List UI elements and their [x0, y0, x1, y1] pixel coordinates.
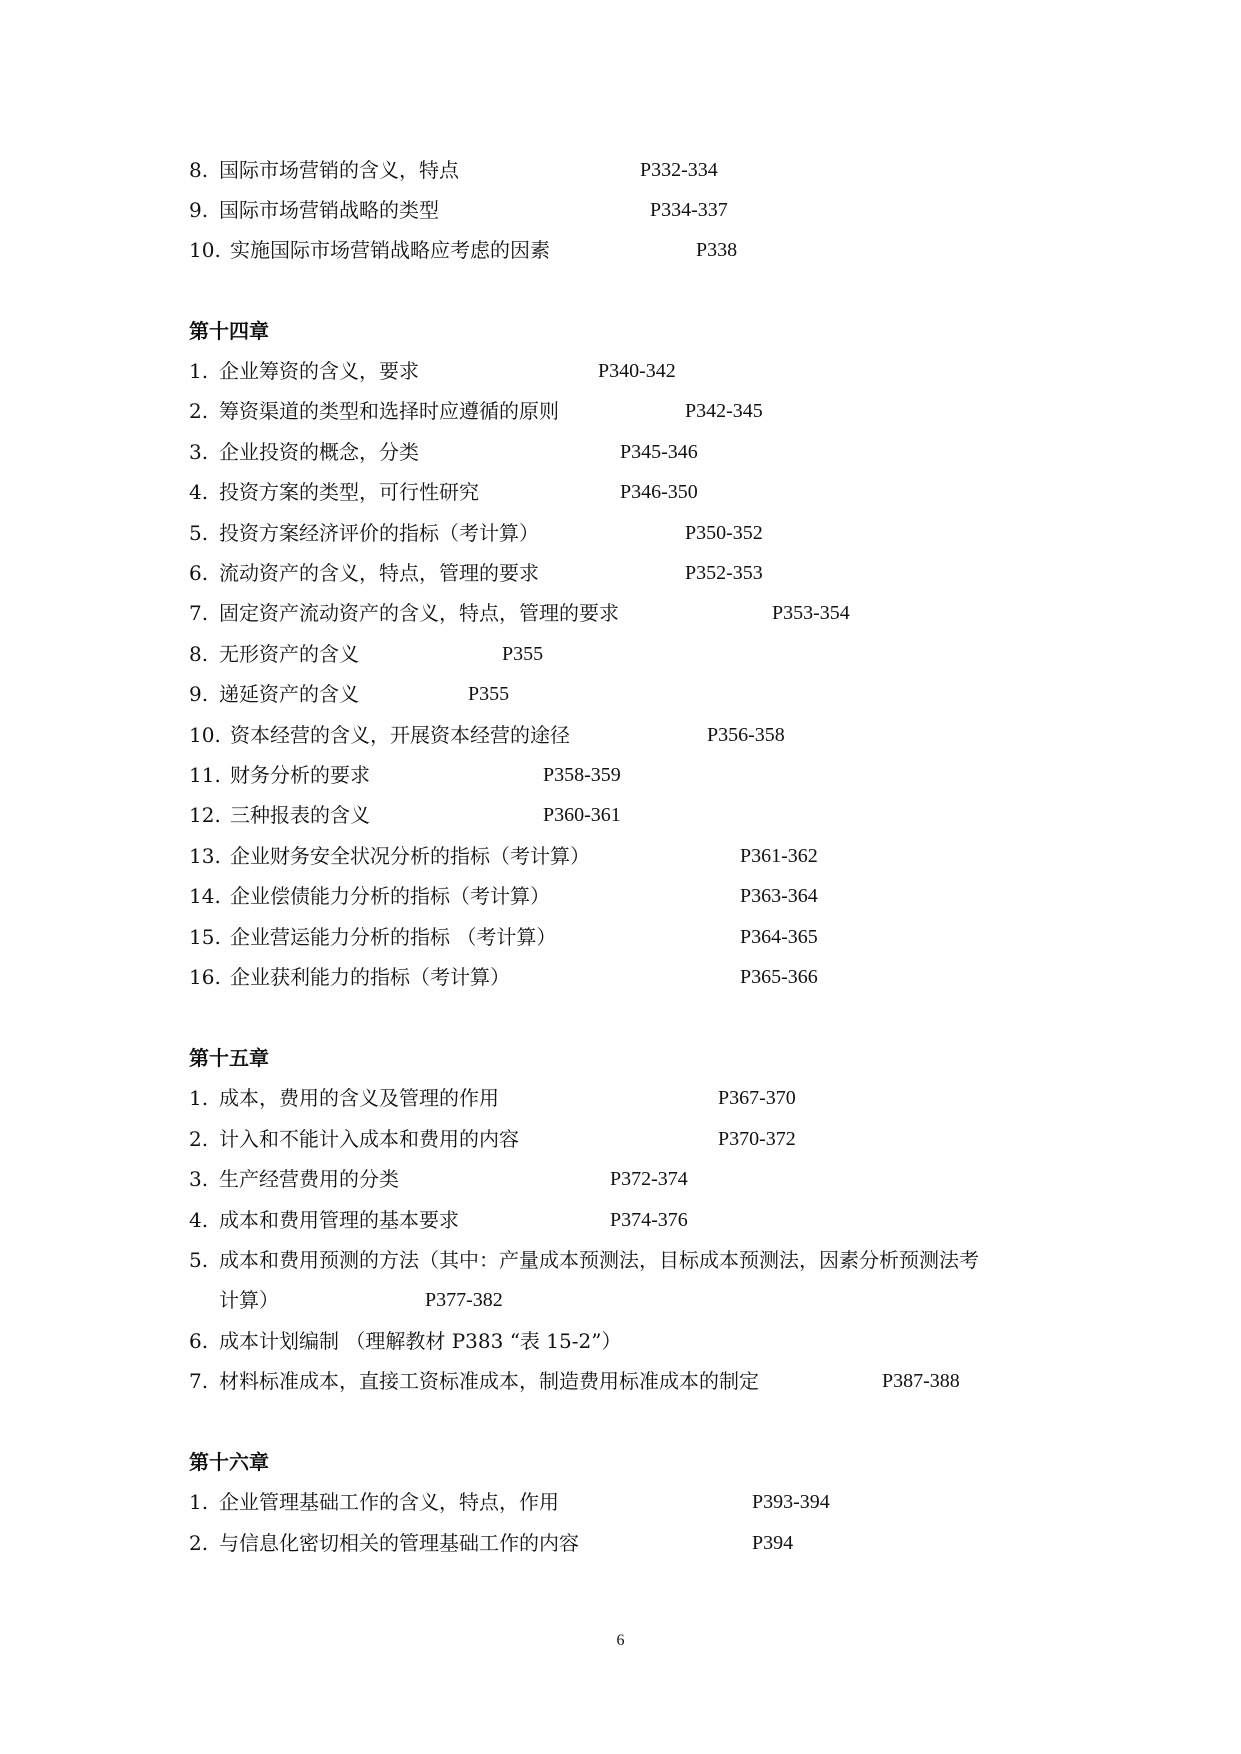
item-text: 国际市场营销的含义，特点 — [219, 158, 459, 182]
item-number: 1. — [189, 1086, 209, 1110]
item-number: 3. — [189, 1167, 209, 1191]
item-text: 生产经营费用的分类 — [219, 1167, 399, 1191]
chapter-heading: 第十六章 — [189, 1450, 269, 1474]
list-item — [0, 1245, 1241, 1275]
list-item — [0, 1083, 1241, 1113]
item-page-ref: P363-364 — [740, 885, 818, 907]
item-text: 成本，费用的含义及管理的作用 — [219, 1086, 499, 1110]
list-item — [0, 1164, 1241, 1194]
item-page-ref: P367-370 — [718, 1087, 796, 1109]
item-text: 成本和费用管理的基本要求 — [219, 1208, 459, 1232]
item-number: 13. — [189, 844, 221, 868]
list-item — [0, 679, 1241, 709]
item-page-ref: P353-354 — [772, 602, 850, 624]
item-number: 15. — [189, 925, 221, 949]
item-number: 5. — [189, 1248, 209, 1272]
list-item — [0, 235, 1241, 265]
item-page-ref: P394 — [752, 1532, 794, 1554]
list-item — [0, 962, 1241, 992]
item-text: 无形资产的含义 — [219, 642, 359, 666]
item-number: 9. — [189, 198, 209, 222]
list-item — [0, 1326, 1241, 1356]
item-text: 计入和不能计入成本和费用的内容 — [219, 1127, 519, 1151]
item-page-ref: P370-372 — [718, 1128, 796, 1150]
item-number: 14. — [189, 884, 221, 908]
item-number: 2. — [189, 399, 209, 423]
item-page-ref: P360-361 — [543, 804, 621, 826]
chapter-heading: 第十四章 — [189, 319, 269, 343]
item-text: 成本和费用预测的方法（其中：产量成本预测法，目标成本预测法，因素分析预测法考 — [219, 1248, 979, 1272]
item-page-ref: P355 — [502, 643, 544, 665]
item-number: 8. — [189, 158, 209, 182]
item-page-ref: P345-346 — [620, 441, 698, 463]
list-item — [0, 720, 1241, 750]
item-page-ref: P340-342 — [598, 360, 676, 382]
item-page-ref: P377-382 — [425, 1289, 503, 1311]
list-item — [0, 518, 1241, 548]
item-text: 投资方案经济评价的指标（考计算） — [219, 521, 539, 545]
item-page-ref: P387-388 — [882, 1370, 960, 1392]
item-number: 10. — [189, 723, 221, 747]
list-item — [0, 396, 1241, 426]
list-item — [0, 760, 1241, 790]
item-page-ref: P374-376 — [610, 1209, 688, 1231]
list-item — [0, 1124, 1241, 1154]
item-text: 流动资产的含义，特点，管理的要求 — [219, 561, 539, 585]
item-page-ref: P364-365 — [740, 926, 818, 948]
list-item — [0, 1528, 1241, 1558]
item-number: 1. — [189, 359, 209, 383]
list-item — [0, 639, 1241, 669]
item-page-ref: P361-362 — [740, 845, 818, 867]
item-text: 企业管理基础工作的含义，特点，作用 — [219, 1490, 559, 1514]
list-item — [0, 477, 1241, 507]
item-number: 16. — [189, 965, 221, 989]
list-item — [0, 841, 1241, 871]
list-item — [0, 155, 1241, 185]
item-text: 递延资产的含义 — [219, 682, 359, 706]
item-text: 固定资产流动资产的含义，特点，管理的要求 — [219, 601, 619, 625]
list-item — [0, 1487, 1241, 1517]
chapter-heading: 第十五章 — [189, 1046, 269, 1070]
item-text: 资本经营的含义，开展资本经营的途径 — [230, 723, 570, 747]
item-page-ref: P332-334 — [640, 159, 718, 181]
item-number: 3. — [189, 440, 209, 464]
item-page-ref: P355 — [468, 683, 510, 705]
item-text: 企业营运能力分析的指标 （考计算） — [230, 925, 557, 949]
item-number: 9. — [189, 682, 209, 706]
list-item — [0, 1205, 1241, 1235]
item-text: 企业财务安全状况分析的指标（考计算） — [230, 844, 590, 868]
list-item — [0, 356, 1241, 386]
item-page-ref: P365-366 — [740, 966, 818, 988]
page-number: 6 — [616, 1632, 625, 1649]
item-page-ref: P358-359 — [543, 764, 621, 786]
item-text: 实施国际市场营销战略应考虑的因素 — [230, 238, 550, 262]
item-text: 计算） — [219, 1288, 279, 1312]
item-number: 8. — [189, 642, 209, 666]
item-number: 6. — [189, 1329, 209, 1353]
item-page-ref: P342-345 — [685, 400, 763, 422]
item-text: 投资方案的类型，可行性研究 — [219, 480, 479, 504]
item-page-ref: P338 — [696, 239, 738, 261]
item-page-ref: P393-394 — [752, 1491, 830, 1513]
list-item — [0, 437, 1241, 467]
item-text: 与信息化密切相关的管理基础工作的内容 — [219, 1531, 579, 1555]
list-item — [0, 558, 1241, 588]
item-number: 7. — [189, 601, 209, 625]
item-number: 2. — [189, 1531, 209, 1555]
item-number: 11. — [189, 763, 221, 787]
item-number: 10. — [189, 238, 221, 262]
list-item — [0, 881, 1241, 911]
item-page-ref: P334-337 — [650, 199, 728, 221]
item-number: 1. — [189, 1490, 209, 1514]
item-text: 材料标准成本，直接工资标准成本，制造费用标准成本的制定 — [219, 1369, 759, 1393]
item-text: 企业筹资的含义，要求 — [219, 359, 419, 383]
list-item — [0, 922, 1241, 952]
item-page-ref: P352-353 — [685, 562, 763, 584]
item-text: 三种报表的含义 — [230, 803, 370, 827]
item-number: 2. — [189, 1127, 209, 1151]
item-text: 企业投资的概念，分类 — [219, 440, 419, 464]
item-number: 5. — [189, 521, 209, 545]
item-page-ref: P372-374 — [610, 1168, 688, 1190]
item-text: 企业获利能力的指标（考计算） — [230, 965, 510, 989]
item-number: 4. — [189, 1208, 209, 1232]
list-item-continuation — [0, 1285, 1241, 1315]
list-item — [0, 1366, 1241, 1396]
item-number: 4. — [189, 480, 209, 504]
item-page-ref: P346-350 — [620, 481, 698, 503]
item-number: 7. — [189, 1369, 209, 1393]
item-page-ref: P356-358 — [707, 724, 785, 746]
item-text: 企业偿债能力分析的指标（考计算） — [230, 884, 550, 908]
item-text: 财务分析的要求 — [230, 763, 370, 787]
list-item — [0, 195, 1241, 225]
item-number: 6. — [189, 561, 209, 585]
item-page-ref: P350-352 — [685, 522, 763, 544]
item-text: 筹资渠道的类型和选择时应遵循的原则 — [219, 399, 559, 423]
item-text: 国际市场营销战略的类型 — [219, 198, 439, 222]
list-item — [0, 800, 1241, 830]
list-item — [0, 598, 1241, 628]
item-number: 12. — [189, 803, 221, 827]
item-text: 成本计划编制 （理解教材 P383 “表 15-2”） — [219, 1329, 622, 1353]
